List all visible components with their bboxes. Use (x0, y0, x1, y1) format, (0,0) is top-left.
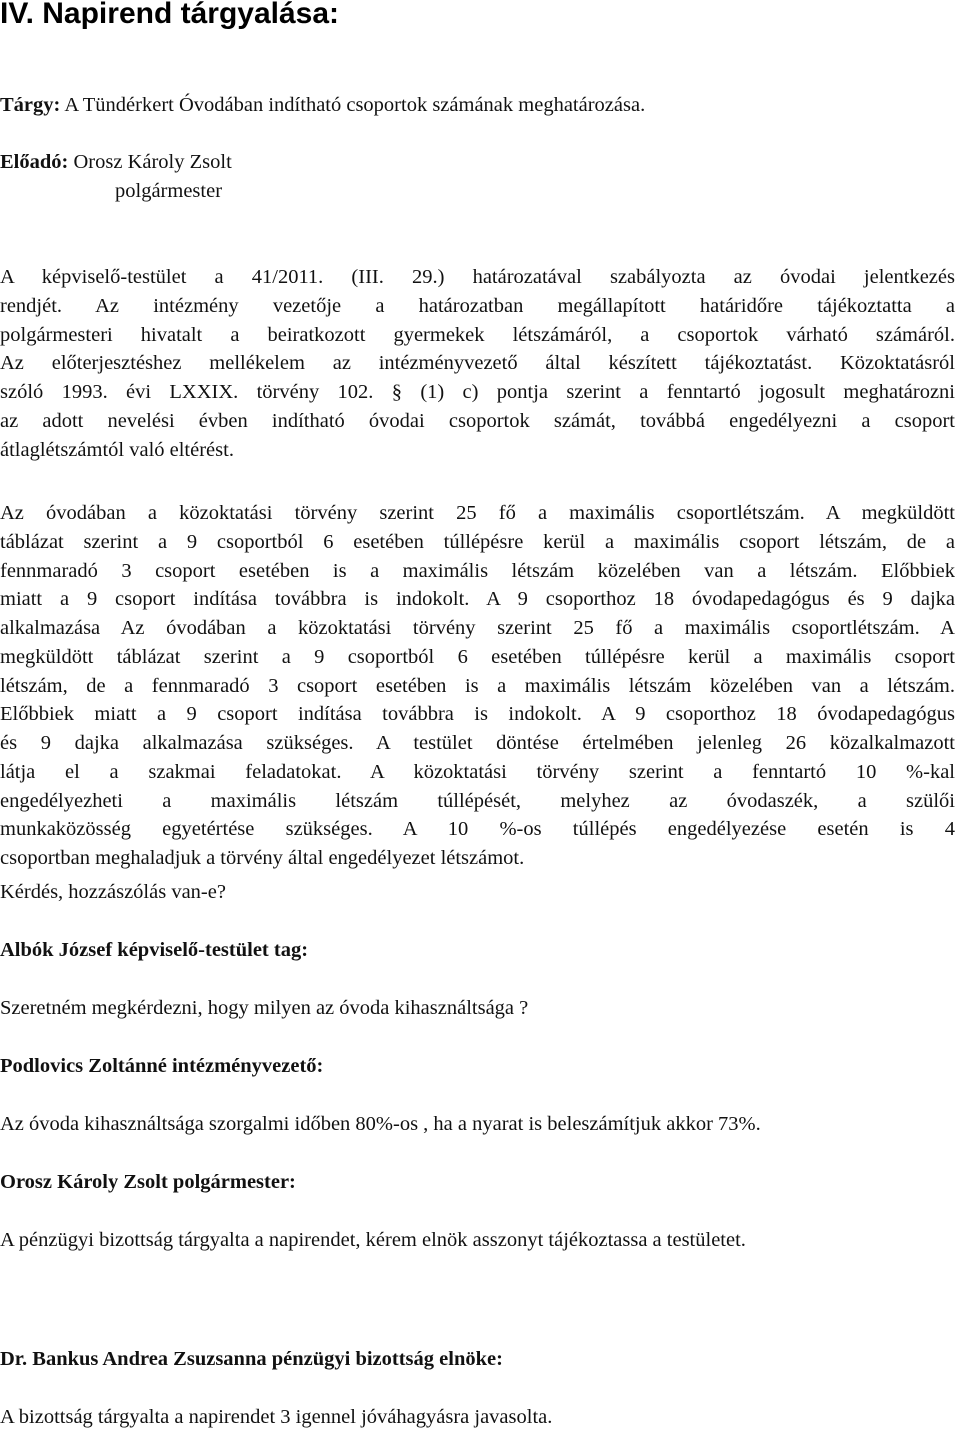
speaker-heading: Dr. Bankus Andrea Zsuzsanna pénzügyi bizottság elnöke: (0, 1348, 503, 1370)
body-line: engedélyezheti a maximális létszám túllépését, melyhez az óvodaszék, a szülői (0, 789, 955, 812)
body-line: látja el a szakmai feladatokat. A közoktatási törvény szerint a fenntartó 10 %-kal (0, 760, 955, 783)
question-line: Kérdés, hozzászólás van-e? (0, 881, 226, 903)
intro-line: polgármesteri hivatalt a beiratkozott gyermekek létszámáról, a csoportok várható számáról. (0, 323, 955, 346)
speaker-statement: Az óvoda kihasználtsága szorgalmi időben 80%-os , ha a nyarat is beleszámítjuk akkor 73%. (0, 1113, 761, 1135)
intro-line: Az előterjesztéshez mellékelem az intézményvezető által készített tájékoztatást. Közoktatásról (0, 352, 955, 375)
speaker-heading: Podlovics Zoltánné intézményvezető: (0, 1055, 324, 1077)
intro-line: átlaglétszámtól való eltérést. (0, 438, 234, 461)
intro-paragraph (0, 263, 955, 464)
body-line: munkaközösség egyetértése szükséges. A 10 %-os túllépés engedélyezése esetén is 4 (0, 818, 955, 841)
section-title: IV. Napirend tárgyalása: (0, 0, 340, 30)
body-line: létszám, de a fennmaradó 3 csoport esetében is a maximális létszám közelében van a létszám. (0, 674, 955, 697)
speaker-statement: Szeretném megkérdezni, hogy milyen az óvoda kihasználtsága ? (0, 997, 529, 1019)
intro-line: A képviselő-testület a 41/2011. (III. 29.) határozatával szabályozta az óvodai jelentkezés (0, 266, 955, 288)
body-line: alkalmazása Az óvodában a közoktatási törvény szerint 25 fő a maximális csoportlétszám. A (0, 617, 955, 639)
presenter-line (0, 149, 232, 175)
intro-line: az adott nevelési évben indítható óvodai csoportok számát, továbbá engedélyezni a csoport (0, 409, 955, 432)
speaker-statement: A pénzügyi bizottság tárgyalta a napirendet, kérem elnök asszonyt tájékoztassa a testületet. (0, 1229, 746, 1251)
body-line: és 9 dajka alkalmazása szükséges. A testület döntése értelmében jelenleg 26 közalkalmazott (0, 732, 955, 754)
body-line: fennmaradó 3 csoport esetében is a maximális létszám közelében van a létszám. Előbbiek (0, 559, 955, 582)
body-line: csoportban meghaladjuk a törvény által engedélyezet létszámot. (0, 847, 525, 869)
presenter-label: Előadó: (0, 151, 69, 173)
intro-line: rendjét. Az intézmény vezetője a határozatban megállapított határidőre tájékoztatta a (0, 294, 955, 317)
body-paragraph (0, 499, 955, 873)
speaker-heading: Albók József képviselő-testület tag: (0, 939, 309, 961)
body-line: miatt a 9 csoport indítása továbbra is indokolt. A 9 csoporthoz 18 óvodapedagógus és 9 dajka (0, 588, 955, 611)
subject-line (0, 92, 645, 118)
subject-label: Tárgy: (0, 94, 61, 116)
body-line: táblázat szerint a 9 csoportból 6 esetében túllépésre kerül a maximális csoport létszám, de a (0, 530, 955, 553)
subject-text: A Tündérkert Óvodában indítható csoportok számának meghatározása. (60, 94, 646, 116)
body-line: megküldött táblázat szerint a 9 csoportból 6 esetében túllépésre kerül a maximális csoport (0, 645, 955, 668)
intro-line: szóló 1993. évi LXXIX. törvény 102. § (1) c) pontja szerint a fenntartó jogosult meghatározni (0, 381, 955, 403)
presenter-role: polgármester (115, 180, 223, 202)
body-line: Előbbiek miatt a 9 csoport indítása továbbra is indokolt. A 9 csoporthoz 18 óvodapedagógus (0, 703, 955, 726)
presenter-name: Orosz Károly Zsolt (68, 151, 232, 173)
speaker-heading: Orosz Károly Zsolt polgármester: (0, 1171, 296, 1193)
body-line: Az óvodában a közoktatási törvény szerint 25 fő a maximális csoportlétszám. A megküldött (0, 502, 955, 524)
speaker-statement: A bizottság tárgyalta a napirendet 3 igennel jóváhagyásra javasolta. (0, 1406, 553, 1428)
